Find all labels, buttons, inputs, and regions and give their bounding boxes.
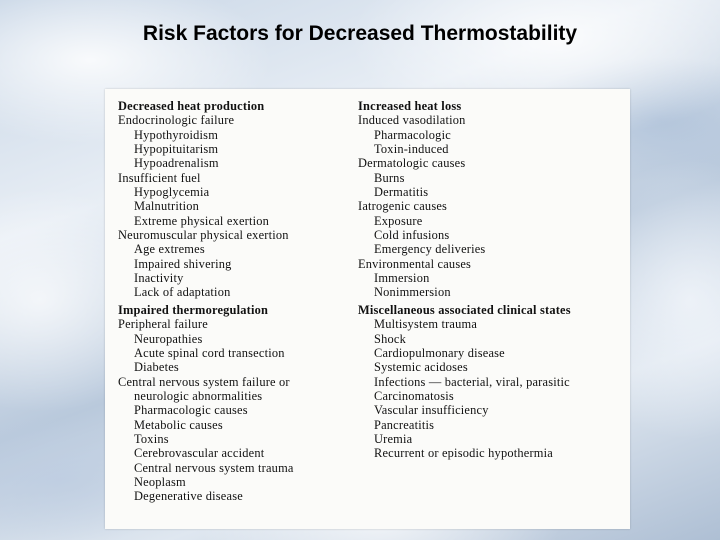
group-label: Induced vasodilation [358,113,466,128]
group-label: Endocrinologic failure [118,113,235,128]
list-item: Cold infusions [374,228,450,243]
section-heading: Increased heat loss [358,99,462,113]
list-item: Degenerative disease [134,489,243,504]
list-item: Neoplasm [134,474,186,489]
group-label: Dermatologic causes [358,156,466,171]
risk-factors-table [105,89,630,529]
group-label: Insufficient fuel [118,170,201,185]
list-item: Burns [374,170,405,185]
list-item: Toxins [134,431,169,446]
group-label: Central nervous system failure or [118,374,290,389]
list-item: Systemic acidoses [374,360,468,375]
list-item: Shock [374,331,406,346]
list-item: Metabolic causes [134,417,223,432]
list-item: Pharmacologic [374,127,451,142]
list-item: Multisystem trauma [374,317,478,332]
list-item: Neuropathies [134,331,203,346]
section-heading: Decreased heat production [118,99,265,113]
left-column [118,99,358,504]
list-item: Recurrent or episodic hypothermia [374,446,553,461]
right-column [358,99,623,461]
list-item: Infections — bacterial, viral, parasitic [374,374,570,389]
group-label: Environmental causes [358,256,472,271]
list-item: Immersion [374,271,430,286]
list-item: Cardiopulmonary disease [374,345,505,360]
page-title: Risk Factors for Decreased Thermostability [142,22,578,45]
list-item: Diabetes [134,360,179,375]
group-label: Neuromuscular physical exertion [118,228,289,243]
list-item: Cerebrovascular accident [134,446,265,461]
list-item: Hypoadrenalism [134,156,219,171]
list-item: Hypoglycemia [134,185,210,200]
section-heading: Impaired thermoregulation [118,302,269,317]
list-item: Impaired shivering [134,256,232,271]
list-item: Hypothyroidism [134,127,219,142]
list-item: Malnutrition [134,199,200,214]
list-item: Inactivity [134,271,184,286]
list-item: Lack of adaptation [134,285,231,300]
list-item: Emergency deliveries [374,242,486,257]
list-item: Hypopituitarism [134,142,219,157]
section-heading: Miscellaneous associated clinical states [358,302,571,317]
list-item: Vascular insufficiency [374,403,489,418]
list-item: Age extremes [134,242,205,257]
list-item: Pharmacologic causes [134,403,248,418]
list-item: Dermatitis [374,185,429,200]
list-item: Exposure [374,213,423,228]
group-label: Iatrogenic causes [358,199,448,214]
group-label: Peripheral failure [118,317,208,332]
list-item: Carcinomatosis [374,388,454,403]
list-item: Nonimmersion [374,285,451,300]
list-item: Extreme physical exertion [134,213,270,228]
list-item: Central nervous system trauma [134,460,294,475]
group-label-continued: neurologic abnormalities [134,388,263,403]
list-item: Pancreatitis [374,417,435,432]
list-item: Acute spinal cord transection [134,345,285,360]
list-item: Toxin-induced [374,142,449,157]
list-item: Uremia [374,431,413,446]
